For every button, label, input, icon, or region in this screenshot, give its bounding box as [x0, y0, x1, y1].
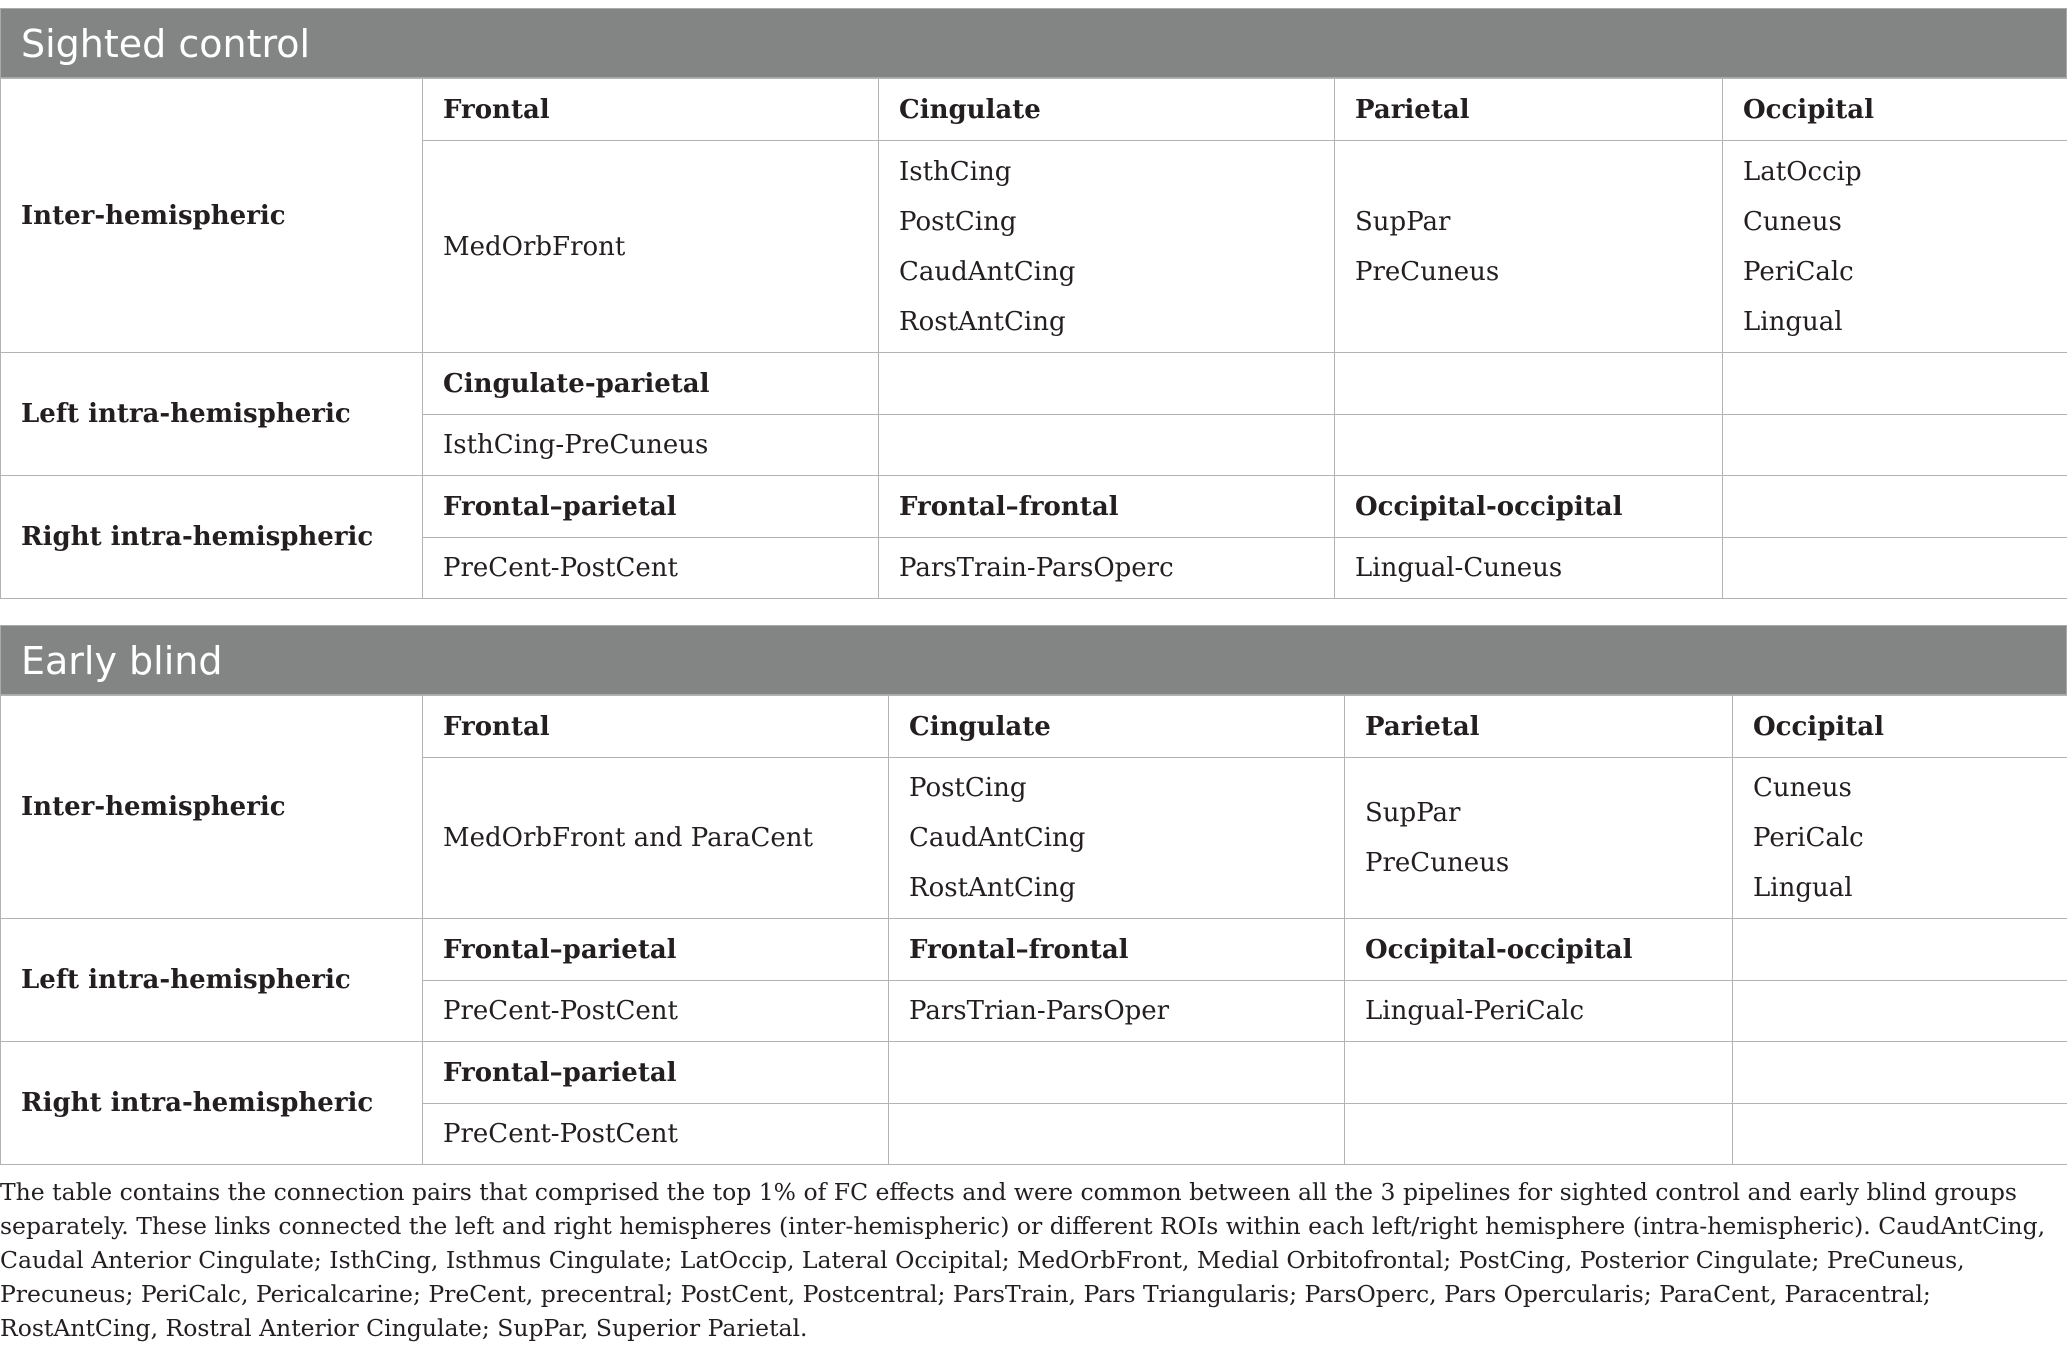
table-cell: ParsTrain-ParsOperc: [879, 538, 1335, 599]
table-cell: [1335, 141, 1723, 353]
region-item: CaudAntCing: [909, 813, 1324, 863]
table-cell: ParsTrian-ParsOper: [889, 981, 1345, 1042]
column-header: Frontal: [423, 696, 889, 758]
region-item: PeriCalc: [1743, 247, 2047, 297]
table-row: [1, 1042, 2067, 1104]
section-title: Early blind: [0, 625, 2067, 695]
column-header: Occipital: [1733, 696, 2067, 758]
table-cell: [1723, 476, 2067, 538]
table-cell: [1723, 415, 2067, 476]
table-cell: [1733, 919, 2067, 981]
table-cell: [879, 141, 1335, 353]
region-item: LatOccip: [1743, 147, 2047, 197]
table-cell: [1335, 353, 1723, 415]
table-cell: [1733, 981, 2067, 1042]
table-cell: [1723, 538, 2067, 599]
region-item: MedOrbFront and ParaCent: [443, 813, 868, 863]
region-item: RostAntCing: [909, 863, 1324, 913]
table-cell: [889, 1042, 1345, 1104]
table-cell: Occipital-occipital: [1345, 919, 1733, 981]
table-cell: [889, 758, 1345, 919]
row-label: Left intra-hemispheric: [1, 353, 423, 476]
table-cell: [1723, 141, 2067, 353]
column-header: Frontal: [423, 79, 879, 141]
table-cell: Frontal–frontal: [879, 476, 1335, 538]
table-cell: IsthCing-PreCuneus: [423, 415, 879, 476]
table-cell: Frontal–parietal: [423, 476, 879, 538]
region-item: PostCing: [909, 763, 1324, 813]
column-header: Cingulate: [879, 79, 1335, 141]
table-row: [1, 919, 2067, 981]
results-table: [0, 695, 2067, 1165]
region-item: CaudAntCing: [899, 247, 1314, 297]
section-title: Sighted control: [0, 8, 2067, 78]
table-row: [1, 353, 2067, 415]
table-cell: [1335, 415, 1723, 476]
early-blind-section: [0, 625, 2067, 1165]
table-cell: Frontal–parietal: [423, 919, 889, 981]
table-cell: Frontal–parietal: [423, 1042, 889, 1104]
table-cell: [889, 1104, 1345, 1165]
table-cell: [423, 141, 879, 353]
table-row: [1, 79, 2067, 141]
row-label: Inter-hemispheric: [1, 79, 423, 353]
region-item: Cuneus: [1753, 763, 2047, 813]
row-label: Inter-hemispheric: [1, 696, 423, 919]
region-item: MedOrbFront: [443, 222, 858, 272]
table-cell: [879, 415, 1335, 476]
region-item: SupPar: [1355, 197, 1702, 247]
region-item: RostAntCing: [899, 297, 1314, 347]
table-cell: PreCent-PostCent: [423, 981, 889, 1042]
region-item: PreCuneus: [1365, 838, 1712, 888]
table-cell: [1733, 1104, 2067, 1165]
results-table: [0, 78, 2067, 599]
table-cell: Occipital-occipital: [1335, 476, 1723, 538]
table-cell: [1345, 1104, 1733, 1165]
table-cell: PreCent-PostCent: [423, 1104, 889, 1165]
table-cell: [423, 758, 889, 919]
table-cell: Frontal–frontal: [889, 919, 1345, 981]
sighted-control-section: [0, 8, 2067, 599]
table-cell: [879, 353, 1335, 415]
column-header: Parietal: [1345, 696, 1733, 758]
table-cell: [1345, 1042, 1733, 1104]
region-item: PeriCalc: [1753, 813, 2047, 863]
table-cell: [1723, 353, 2067, 415]
column-header: Occipital: [1723, 79, 2067, 141]
table-row: [1, 476, 2067, 538]
table-cell: [1733, 1042, 2067, 1104]
table-cell: [1345, 758, 1733, 919]
table-cell: Lingual-Cuneus: [1335, 538, 1723, 599]
region-item: PostCing: [899, 197, 1314, 247]
region-item: SupPar: [1365, 788, 1712, 838]
region-item: PreCuneus: [1355, 247, 1702, 297]
table-row: [1, 696, 2067, 758]
table-cell: PreCent-PostCent: [423, 538, 879, 599]
region-item: IsthCing: [899, 147, 1314, 197]
row-label: Left intra-hemispheric: [1, 919, 423, 1042]
region-item: Lingual: [1743, 297, 2047, 347]
column-header: Parietal: [1335, 79, 1723, 141]
row-label: Right intra-hemispheric: [1, 476, 423, 599]
row-label: Right intra-hemispheric: [1, 1042, 423, 1165]
table-cell: Cingulate-parietal: [423, 353, 879, 415]
table-footnote: The table contains the connection pairs that comprised the top 1% of FC effects and were common between all the 3 pipelines for sighted control and early blind groups separately. These links connected the left and right hemispheres (inter-hemispheric) or different ROIs within each left/right hemisphere (intra-hemispheric). CaudAntCing, Caudal Anterior Cingulate; IsthCing, Isthmus Cingulate; LatOccip, Lateral Occipital; MedOrbFront, Medial Orbitofrontal; PostCing, Posterior Cingulate; PreCuneus, Precuneus; PeriCalc, Pericalcarine; PreCent, precentral; PostCent, Postcentral; ParsTrain, Pars Triangularis; ParsOperc, Pars Opercularis; ParaCent, Paracentral; RostAntCing, Rostral Anterior Cingulate; SupPar, Superior Parietal.: [0, 1175, 2050, 1345]
table-cell: [1733, 758, 2067, 919]
column-header: Cingulate: [889, 696, 1345, 758]
region-item: Cuneus: [1743, 197, 2047, 247]
region-item: Lingual: [1753, 863, 2047, 913]
table-cell: Lingual-PeriCalc: [1345, 981, 1733, 1042]
